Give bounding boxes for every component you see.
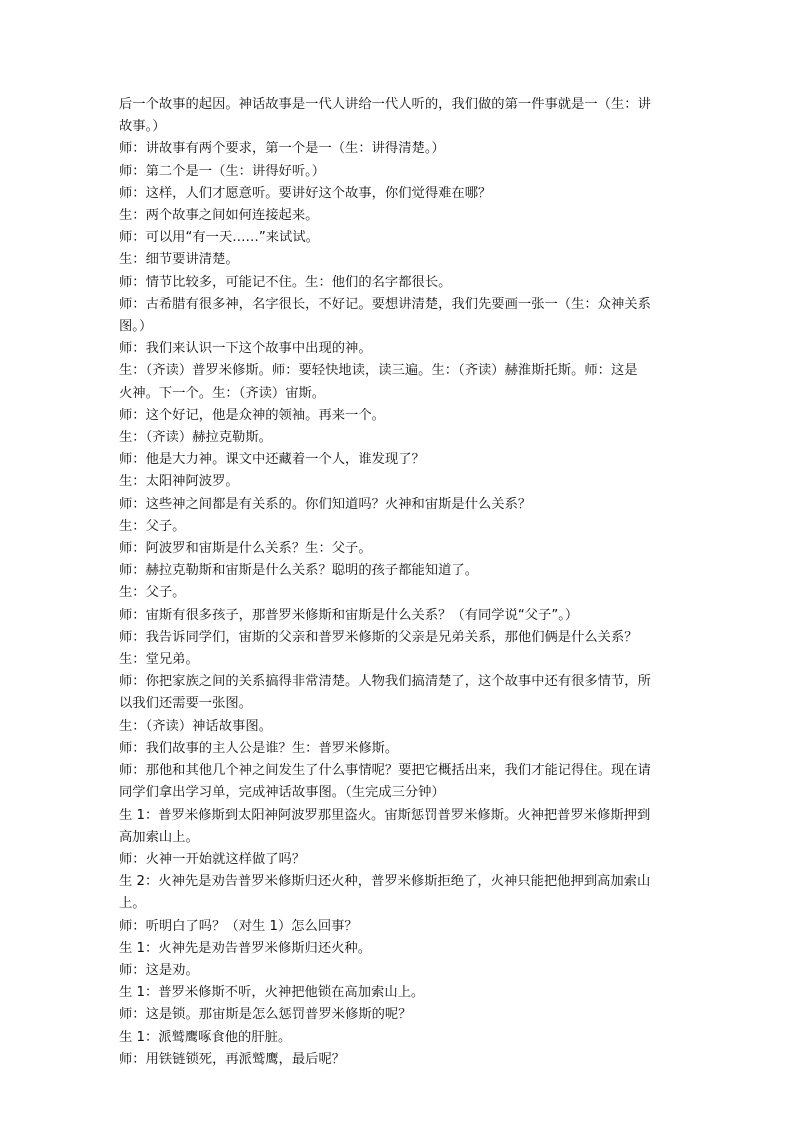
text-line: 生：（齐读）赫拉克勒斯。 xyxy=(119,430,272,446)
text-line: 师：情节比较多，可能记不住。生：他们的名字都很长。 xyxy=(119,274,452,290)
text-line: 上。 xyxy=(119,896,146,912)
text-line: 师：赫拉克勒斯和宙斯是什么关系？聪明的孩子都能知道了。 xyxy=(119,563,479,579)
text-line: 生 1：普罗米修斯到太阳神阿波罗那里盗火。宙斯惩罚普罗米修斯。火神把普罗米修斯押到 xyxy=(119,807,651,823)
text-line: 生 1：派鹫鹰啄食他的肝脏。 xyxy=(119,1029,292,1045)
text-line: 生：堂兄弟。 xyxy=(119,652,199,668)
text-line: 生：（齐读）神话故事图。 xyxy=(119,718,272,734)
text-line: 同学们拿出学习单，完成神话故事图。（生完成三分钟） xyxy=(119,785,445,801)
text-line: 师：这些神之间都是有关系的。你们知道吗？火神和宙斯是什么关系？ xyxy=(119,496,532,512)
text-line: 师：古希腊有很多神，名字很长，不好记。要想讲清楚，我们先要画一张一（生：众神关系 xyxy=(119,296,651,312)
text-line: 生：太阳神阿波罗。 xyxy=(119,474,239,490)
text-line: 后一个故事的起因。神话故事是一代人讲给一代人听的，我们做的第一件事就是一（生：讲 xyxy=(119,97,651,112)
text-line: 故事。） xyxy=(119,119,166,135)
text-line: 师：可以用“有一天……”来试试。 xyxy=(119,230,319,246)
text-line: 师：这是锁。那宙斯是怎么惩罚普罗米修斯的呢？ xyxy=(119,1007,412,1023)
text-line: 生 1：普罗米修斯不听，火神把他锁在高加索山上。 xyxy=(119,985,425,1001)
text-line: 师：我们故事的主人公是谁？生：普罗米修斯。 xyxy=(119,740,399,756)
text-line: 师：第二个是一（生：讲得好听。） xyxy=(119,163,326,179)
text-line: 生：两个故事之间如何连接起来。 xyxy=(119,208,319,224)
text-line: 师：他是大力神。课文中还藏着一个人，谁发现了？ xyxy=(119,452,425,468)
document-body xyxy=(119,94,679,1071)
text-line: 生：父子。 xyxy=(119,585,186,601)
text-line: 生：（齐读）普罗米修斯。师：要轻快地读，读三遍。生：（齐读）赫淮斯托斯。师：这是 xyxy=(119,363,638,379)
text-line: 师：火神一开始就这样做了吗？ xyxy=(119,851,306,867)
text-line: 师：听明白了吗？（对生 1）怎么回事？ xyxy=(119,918,358,934)
text-line: 高加索山上。 xyxy=(119,829,199,845)
text-line: 师：这是劝。 xyxy=(119,962,199,978)
text-line: 火神。下一个。生：（齐读）宙斯。 xyxy=(119,385,326,401)
text-line: 生 1：火神先是劝告普罗米修斯归还火种。 xyxy=(119,940,372,956)
text-line: 师：这样，人们才愿意听。要讲好这个故事，你们觉得难在哪？ xyxy=(119,185,492,201)
text-line: 生 2：火神先是劝告普罗米修斯归还火种，普罗米修斯拒绝了，火神只能把他押到高加索山 xyxy=(119,874,651,890)
text-line: 师：我们来认识一下这个故事中出现的神。 xyxy=(119,341,372,357)
text-line: 师：我告诉同学们，宙斯的父亲和普罗米修斯的父亲是兄弟关系，那他们俩是什么关系？ xyxy=(119,629,638,645)
text-line: 师：讲故事有两个要求，第一个是一（生：讲得清楚。） xyxy=(119,141,445,157)
text-line: 师：那他和其他几个神之间发生了什么事情呢？要把它概括出来，我们才能记得住。现在请 xyxy=(119,763,651,779)
text-line: 生：细节要讲清楚。 xyxy=(119,252,239,268)
text-line: 师：这个好记，他是众神的领袖。再来一个。 xyxy=(119,407,385,423)
text-line: 师：阿波罗和宙斯是什么关系？生：父子。 xyxy=(119,541,372,557)
text-line: 师：用铁链锁死，再派鹫鹰，最后呢？ xyxy=(119,1051,346,1067)
text-line: 图。） xyxy=(119,319,153,335)
text-line: 师：宙斯有很多孩子，那普罗米修斯和宙斯是什么关系？（有同学说“父子”。） xyxy=(119,607,579,623)
text-line: 生：父子。 xyxy=(119,518,186,534)
text-line: 以我们还需要一张图。 xyxy=(119,696,252,712)
text-line: 师：你把家族之间的关系搞得非常清楚。人物我们搞清楚了，这个故事中还有很多情节，所 xyxy=(119,674,651,690)
